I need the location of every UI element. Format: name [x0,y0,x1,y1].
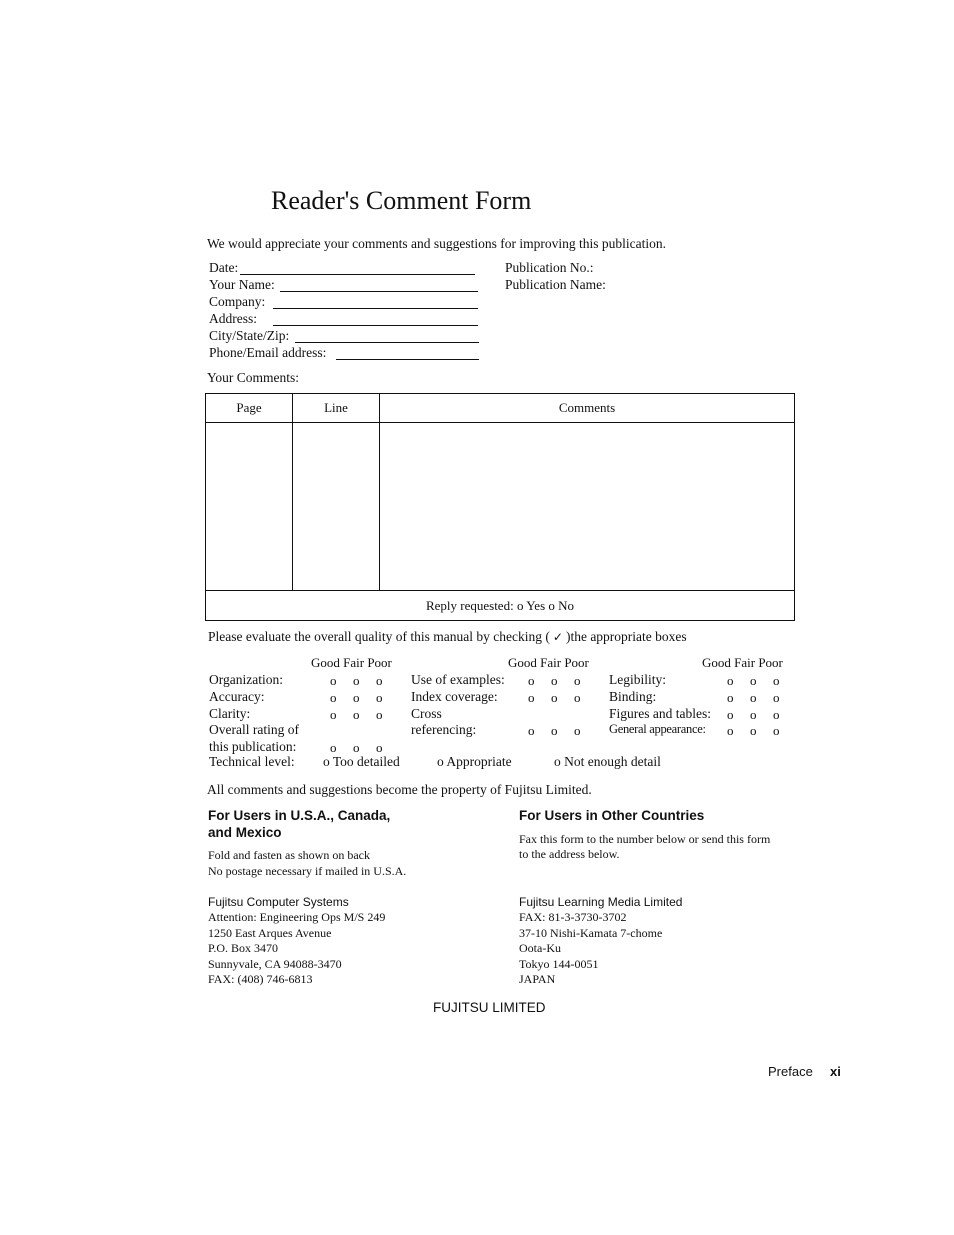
property-note: All comments and suggestions become the property of Fujitsu Limited. [207,782,592,797]
clarity-fair[interactable]: o [353,707,360,722]
comments-cell[interactable] [380,423,795,591]
other-organization: Fujitsu Learning Media Limited [519,895,683,909]
other-address-line: 37-10 Nishi-Kamata 7-chome [519,925,663,940]
city-state-zip-label: City/State/Zip: [209,328,290,343]
phone-email-label: Phone/Email address: [209,345,327,360]
date-field[interactable] [240,274,475,275]
your-comments-label: Your Comments: [207,370,300,385]
evaluate-instructions [208,629,687,645]
accuracy-label: Accuracy: [209,689,265,704]
legibility-poor[interactable]: o [773,673,780,688]
accuracy-poor[interactable]: o [376,690,383,705]
rating-header-3: Good Fair Poor [702,655,783,670]
overall-good[interactable]: o [330,740,337,755]
legibility-label: Legibility: [609,672,666,687]
company-label: Company: [209,294,266,309]
usa-address-line: FAX: (408) 746-6813 [208,972,313,987]
publication-no-label: Publication No.: [505,260,594,275]
organization-fair[interactable]: o [353,673,360,688]
your-name-field[interactable] [280,291,478,292]
use-of-examples-label: Use of examples: [411,672,505,687]
figures-tables-label: Figures and tables: [609,706,711,721]
appropriate-option[interactable]: o Appropriate [437,754,512,769]
organization-good[interactable]: o [330,673,337,688]
usa-instruction-2: No postage necessary if mailed in U.S.A. [208,864,407,878]
referencing-label: referencing: [411,722,477,737]
appearance-good[interactable]: o [727,723,734,738]
legibility-fair[interactable]: o [750,673,757,688]
too-detailed-option[interactable]: o Too detailed [323,754,400,769]
date-label: Date: [209,260,239,275]
usa-address-line: 1250 East Arques Avenue [208,925,332,940]
form-title: Reader's Comment Form [271,186,532,215]
binding-fair[interactable]: o [750,690,757,705]
page-column-header: Page [206,394,293,423]
page-cell[interactable] [206,423,293,591]
figures-fair[interactable]: o [750,707,757,722]
referencing-good[interactable]: o [528,723,535,738]
examples-poor[interactable]: o [574,673,581,688]
comments-table [205,393,795,621]
appearance-poor[interactable]: o [773,723,780,738]
usa-address-line: Attention: Engineering Ops M/S 249 [208,910,386,924]
checkmark-icon: ✓ [552,630,563,644]
address-field[interactable] [273,325,478,326]
usa-address-line: Sunnyvale, CA 94088-3470 [208,956,342,971]
usa-organization: Fujitsu Computer Systems [208,895,349,909]
city-state-zip-field[interactable] [295,342,479,343]
reply-requested[interactable]: Reply requested: o Yes o No [206,591,795,621]
other-address-line: JAPAN [519,972,556,987]
other-address [519,910,662,988]
comments-column-header: Comments [380,394,795,423]
appearance-fair[interactable]: o [750,723,757,738]
overall-fair[interactable]: o [353,740,360,755]
rating-header-2: Good Fair Poor [508,655,589,670]
other-address-line: FAX: 81-3-3730-3702 [519,910,627,924]
cross-label: Cross [411,706,442,721]
intro-text: We would appreciate your comments and suggestions for improving this publication. [207,236,666,251]
evaluate-suffix: )the appropriate boxes [565,629,687,644]
index-coverage-label: Index coverage: [411,689,498,704]
general-appearance-label: General appearance: [609,722,706,736]
company-field[interactable] [273,308,478,309]
footer-section: Preface [768,1064,813,1079]
line-column-header: Line [293,394,380,423]
overall-rating-label: Overall rating of [209,722,299,737]
figures-poor[interactable]: o [773,707,780,722]
phone-email-field[interactable] [336,359,479,360]
usa-heading-line2: and Mexico [208,825,282,840]
not-enough-detail-option[interactable]: o Not enough detail [554,754,661,769]
index-poor[interactable]: o [574,690,581,705]
usa-address [208,910,385,988]
binding-label: Binding: [609,689,657,704]
clarity-good[interactable]: o [330,707,337,722]
other-address-line: Oota-Ku [519,941,561,956]
index-good[interactable]: o [528,690,535,705]
organization-label: Organization: [209,672,283,687]
evaluate-prefix: Please evaluate the overall quality of this manual by checking ( [208,629,550,644]
clarity-poor[interactable]: o [376,707,383,722]
examples-fair[interactable]: o [551,673,558,688]
other-heading: For Users in Other Countries [519,808,705,823]
accuracy-good[interactable]: o [330,690,337,705]
overall-poor[interactable]: o [376,740,383,755]
legibility-good[interactable]: o [727,673,734,688]
your-name-label: Your Name: [209,277,275,292]
binding-good[interactable]: o [727,690,734,705]
other-address-line: Tokyo 144-0051 [519,956,599,971]
usa-address-line: P.O. Box 3470 [208,941,279,956]
organization-poor[interactable]: o [376,673,383,688]
clarity-label: Clarity: [209,706,251,721]
figures-good[interactable]: o [727,707,734,722]
other-instruction-1: Fax this form to the number below or send this form [519,832,771,846]
rating-header-1: Good Fair Poor [311,655,392,670]
examples-good[interactable]: o [528,673,535,688]
this-publication-label: this publication: [209,739,297,754]
other-instruction-2: to the address below. [519,847,620,861]
index-fair[interactable]: o [551,690,558,705]
referencing-poor[interactable]: o [574,723,581,738]
technical-level-label: Technical level: [209,754,295,769]
usa-heading-line1: For Users in U.S.A., Canada, [208,808,391,823]
line-cell[interactable] [293,423,380,591]
usa-instruction-1: Fold and fasten as shown on back [208,848,370,862]
accuracy-fair[interactable]: o [353,690,360,705]
address-label: Address: [209,311,257,326]
referencing-fair[interactable]: o [551,723,558,738]
publication-name-label: Publication Name: [505,277,606,292]
binding-poor[interactable]: o [773,690,780,705]
company-name: FUJITSU LIMITED [433,1000,546,1015]
footer-page-number: xi [830,1064,841,1079]
